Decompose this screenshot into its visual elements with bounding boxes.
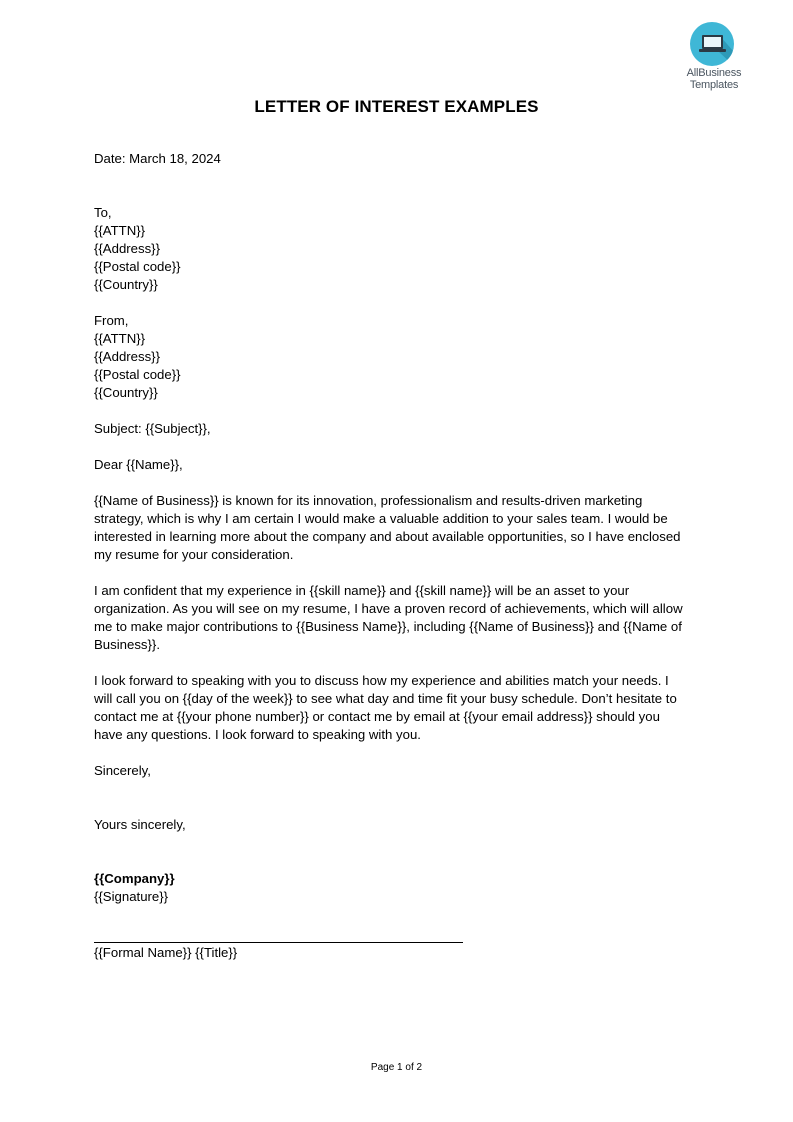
paragraph-line: I look forward to speaking with you to discuss how my experience and abilities match your needs. I (94, 673, 669, 688)
date-line: Date: March 18, 2024 (94, 151, 221, 166)
paragraph-line: strategy, which is why I am certain I would make a valuable addition to your sales team. I would be (94, 511, 668, 526)
body-paragraph-3 (94, 672, 704, 744)
subject-line: Subject: {{Subject}}, (94, 421, 211, 436)
paragraph-line: me to make major contributions to {{Business Name}}, including {{Name of Business}} and {{Name of (94, 619, 682, 634)
body-paragraph-2 (94, 582, 704, 654)
signature-placeholder: {{Signature}} (94, 889, 169, 904)
company-name: {{Company}} (94, 871, 175, 886)
to-address: {{Address}} (94, 241, 160, 256)
paragraph-line: organization. As you will see on my resume, I have a proven record of achievements, which will allow (94, 601, 683, 616)
logo-text-line1: AllBusiness (686, 67, 742, 79)
paragraph-line: contact me at {{your phone number}} or contact me by email at {{your email address}} should you (94, 709, 660, 724)
from-postal-code: {{Postal code}} (94, 367, 181, 382)
paragraph-line: {{Name of Business}} is known for its innovation, professionalism and results-driven marketing (94, 493, 643, 508)
formal-name-title: {{Formal Name}} {{Title}} (94, 945, 238, 960)
allbusiness-templates-logo (676, 22, 752, 94)
closing-yours-sincerely: Yours sincerely, (94, 817, 186, 832)
laptop-icon (690, 22, 734, 66)
recipient-block (94, 204, 704, 294)
greeting: Dear {{Name}}, (94, 457, 183, 472)
paragraph-line: will call you on {{day of the week}} to see what day and time fit your busy schedule. Don’t hesitate to (94, 691, 677, 706)
paragraph-line: I am confident that my experience in {{skill name}} and {{skill name}} will be an asset to your (94, 583, 630, 598)
document-title: LETTER OF INTEREST EXAMPLES (254, 97, 539, 116)
paragraph-line: Business}}. (94, 637, 160, 652)
closing-sincerely: Sincerely, (94, 763, 151, 778)
paragraph-line: interested in learning more about the company and about available opportunities, so I have enclosed (94, 529, 681, 544)
body-paragraph-1 (94, 492, 704, 564)
to-label: To, (94, 205, 112, 220)
logo-text-line2: Templates (689, 79, 739, 91)
letter-body (94, 150, 704, 962)
from-label: From, (94, 313, 129, 328)
to-attn: {{ATTN}} (94, 223, 146, 238)
to-postal-code: {{Postal code}} (94, 259, 181, 274)
from-attn: {{ATTN}} (94, 331, 146, 346)
paragraph-line: my resume for your consideration. (94, 547, 294, 562)
to-country: {{Country}} (94, 277, 158, 292)
from-country: {{Country}} (94, 385, 158, 400)
from-address: {{Address}} (94, 349, 160, 364)
paragraph-line: have any questions. I look forward to speaking with you. (94, 727, 421, 742)
page-number: Page 1 of 2 (370, 1062, 423, 1073)
signature-line (94, 942, 463, 943)
sender-block (94, 312, 704, 402)
